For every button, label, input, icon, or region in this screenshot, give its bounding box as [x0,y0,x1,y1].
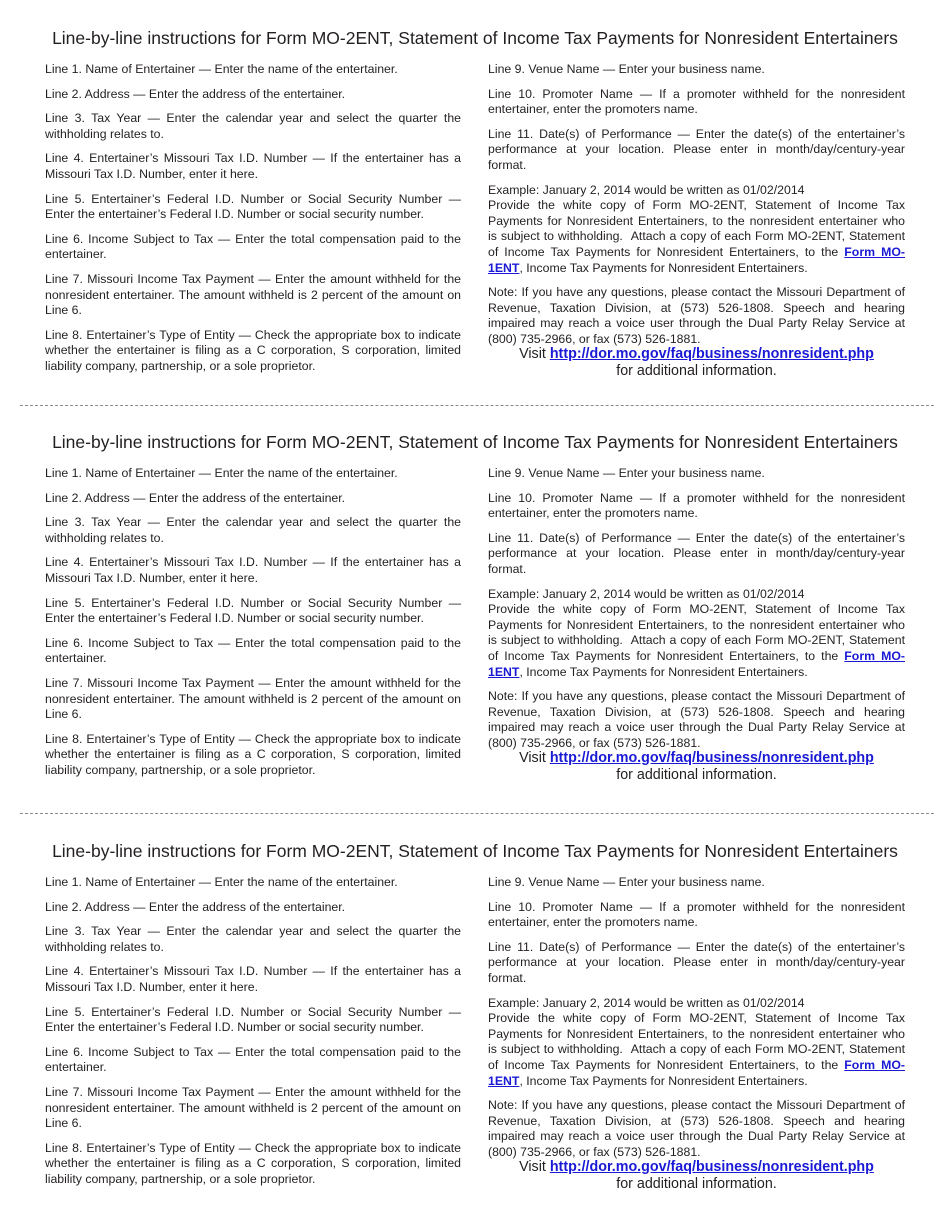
visit-line [488,1159,905,1193]
cut-line-divider [20,813,934,814]
line-10-instruction: Line 10. Promoter Name — If a promoter withheld for the nonresident entertainer, enter the promoters name. [488,899,905,930]
line-1-instruction: Line 1. Name of Entertainer — Enter the name of the entertainer. [45,466,398,480]
cut-line-divider [20,405,934,406]
line-11-instruction: Line 11. Date(s) of Performance — Enter the date(s) of the entertainer’s performance at your location. Please enter in month/day/century-year format. [488,939,905,985]
line-8-instruction: Line 8. Entertainer’s Type of Entity — Check the appropriate box to indicate whether the entertainer is filing as a C corporation, S corporation, limited liability company, partnership, or a sole proprietor. [45,1140,461,1186]
line-2-instruction: Line 2. Address — Enter the address of the entertainer. [45,86,346,101]
line-9-instruction: Line 9. Venue Name — Enter your business name. [488,62,765,76]
provide-copy-text: Provide the white copy of Form MO-2ENT, Statement of Income Tax Payments for Nonresident Entertainers, to the nonresident entertainer who is subject to withholding. Attach a copy of each Form MO-2ENT, Statement of Income Tax Payments for Nonresident Entertainers, to the [488,602,905,663]
right-column [488,62,905,380]
line-7-instruction: Line 7. Missouri Income Tax Payment — Enter the amount withheld for the nonresident entertainer. The amount withheld is 2 percent of the amount on Line 6. [45,271,461,318]
line-3-instruction: Line 3. Tax Year — Enter the calendar year and select the quarter the withholding relates to. [45,924,461,954]
line-11-instruction: Line 11. Date(s) of Performance — Enter the date(s) of the entertainer’s performance at your location. Please enter in month/day/century-year format. [488,126,905,172]
section-title: Line-by-line instructions for Form MO-2ENT, Statement of Income Tax Payments for Nonresident Entertainers [52,28,898,48]
line-10-instruction: Line 10. Promoter Name — If a promoter withheld for the nonresident entertainer, enter the promoters name. [488,86,905,117]
date-example: Example: January 2, 2014 would be written as 01/02/2014 [488,995,805,1010]
line-5-instruction: Line 5. Entertainer’s Federal I.D. Number or Social Security Number — Enter the entertainer’s Federal I.D. Number or social security number. [45,191,461,222]
right-column [488,875,905,1193]
contact-note: Note: If you have any questions, please contact the Missouri Department of Revenue, Taxation Division, at (573) 526-1808. Speech and hearing impaired may reach a voice user through the Dual Party Relay Service at (800) 735-2966, or fax (573) 526-1881. [488,285,905,346]
section-title: Line-by-line instructions for Form MO-2ENT, Statement of Income Tax Payments for Nonresident Entertainers [52,841,898,861]
line-4-instruction: Line 4. Entertainer’s Missouri Tax I.D. Number — If the entertainer has a Missouri Tax I.D. Number, enter it here. [45,555,461,585]
form-mo-1ent-link[interactable]: Form MO-1ENT [488,244,905,275]
line-1-instruction: Line 1. Name of Entertainer — Enter the name of the entertainer. [45,62,398,76]
line-2-instruction: Line 2. Address — Enter the address of the entertainer. [45,899,346,914]
contact-note: Note: If you have any questions, please contact the Missouri Department of Revenue, Taxation Division, at (573) 526-1808. Speech and hearing impaired may reach a voice user through the Dual Party Relay Service at (800) 735-2966, or fax (573) 526-1881. [488,1098,905,1159]
visit-suffix: for additional information. [616,362,777,379]
form-mo-1ent-link[interactable]: Form MO-1ENT [488,648,905,679]
line-6-instruction: Line 6. Income Subject to Tax — Enter the total compensation paid to the entertainer. [45,635,461,666]
line-9-instruction: Line 9. Venue Name — Enter your business name. [488,466,765,480]
line-3-instruction: Line 3. Tax Year — Enter the calendar year and select the quarter the withholding relates to. [45,515,461,545]
line-2-instruction: Line 2. Address — Enter the address of the entertainer. [45,490,346,505]
line-9-instruction: Line 9. Venue Name — Enter your business name. [488,875,765,889]
provide-copy-paragraph [488,1011,905,1089]
provide-copy-tail: , Income Tax Payments for Nonresident Entertainers. [519,664,808,679]
line-7-instruction: Line 7. Missouri Income Tax Payment — Enter the amount withheld for the nonresident entertainer. The amount withheld is 2 percent of the amount on Line 6. [45,675,461,722]
provide-copy-text: Provide the white copy of Form MO-2ENT, Statement of Income Tax Payments for Nonresident Entertainers, to the nonresident entertainer who is subject to withholding. Attach a copy of each Form MO-2ENT, Statement of Income Tax Payments for Nonresident Entertainers, to the [488,1011,905,1072]
visit-prefix: Visit [519,345,550,362]
line-1-instruction: Line 1. Name of Entertainer — Enter the name of the entertainer. [45,875,398,889]
provide-copy-tail: , Income Tax Payments for Nonresident Entertainers. [519,260,808,275]
line-6-instruction: Line 6. Income Subject to Tax — Enter the total compensation paid to the entertainer. [45,1044,461,1075]
line-5-instruction: Line 5. Entertainer’s Federal I.D. Number or Social Security Number — Enter the entertainer’s Federal I.D. Number or social security number. [45,595,461,626]
contact-note: Note: If you have any questions, please contact the Missouri Department of Revenue, Taxation Division, at (573) 526-1808. Speech and hearing impaired may reach a voice user through the Dual Party Relay Service at (800) 735-2966, or fax (573) 526-1881. [488,689,905,750]
date-example: Example: January 2, 2014 would be written as 01/02/2014 [488,586,805,601]
provide-copy-text: Provide the white copy of Form MO-2ENT, Statement of Income Tax Payments for Nonresident Entertainers, to the nonresident entertainer who is subject to withholding. Attach a copy of each Form MO-2ENT, Statement of Income Tax Payments for Nonresident Entertainers, to the [488,198,905,259]
nonresident-faq-link[interactable]: http://dor.mo.gov/faq/business/nonresident.php [549,749,874,766]
visit-prefix: Visit [519,1158,550,1175]
line-4-instruction: Line 4. Entertainer’s Missouri Tax I.D. Number — If the entertainer has a Missouri Tax I.D. Number, enter it here. [45,151,461,181]
line-7-instruction: Line 7. Missouri Income Tax Payment — Enter the amount withheld for the nonresident entertainer. The amount withheld is 2 percent of the amount on Line 6. [45,1084,461,1131]
line-8-instruction: Line 8. Entertainer’s Type of Entity — Check the appropriate box to indicate whether the entertainer is filing as a C corporation, S corporation, limited liability company, partnership, or a sole proprietor. [45,327,461,373]
line-5-instruction: Line 5. Entertainer’s Federal I.D. Number or Social Security Number — Enter the entertainer’s Federal I.D. Number or social security number. [45,1004,461,1035]
left-column [45,62,461,384]
left-column [45,875,461,1197]
visit-prefix: Visit [519,749,550,766]
provide-copy-tail: , Income Tax Payments for Nonresident Entertainers. [519,1073,808,1088]
line-6-instruction: Line 6. Income Subject to Tax — Enter the total compensation paid to the entertainer. [45,231,461,262]
visit-suffix: for additional information. [616,766,777,783]
visit-line [488,346,905,380]
provide-copy-paragraph [488,198,905,276]
line-10-instruction: Line 10. Promoter Name — If a promoter withheld for the nonresident entertainer, enter the promoters name. [488,490,905,521]
visit-line [488,750,905,784]
nonresident-faq-link[interactable]: http://dor.mo.gov/faq/business/nonresident.php [549,1158,874,1175]
visit-suffix: for additional information. [616,1175,777,1192]
section-title: Line-by-line instructions for Form MO-2ENT, Statement of Income Tax Payments for Nonresident Entertainers [52,432,898,452]
line-4-instruction: Line 4. Entertainer’s Missouri Tax I.D. Number — If the entertainer has a Missouri Tax I.D. Number, enter it here. [45,964,461,994]
line-8-instruction: Line 8. Entertainer’s Type of Entity — Check the appropriate box to indicate whether the entertainer is filing as a C corporation, S corporation, limited liability company, partnership, or a sole proprietor. [45,731,461,777]
provide-copy-paragraph [488,602,905,680]
date-example: Example: January 2, 2014 would be written as 01/02/2014 [488,182,805,197]
line-3-instruction: Line 3. Tax Year — Enter the calendar year and select the quarter the withholding relates to. [45,111,461,141]
nonresident-faq-link[interactable]: http://dor.mo.gov/faq/business/nonresident.php [549,345,874,362]
line-11-instruction: Line 11. Date(s) of Performance — Enter the date(s) of the entertainer’s performance at your location. Please enter in month/day/century-year format. [488,530,905,576]
right-column [488,466,905,784]
form-mo-1ent-link[interactable]: Form MO-1ENT [488,1057,905,1088]
left-column [45,466,461,788]
